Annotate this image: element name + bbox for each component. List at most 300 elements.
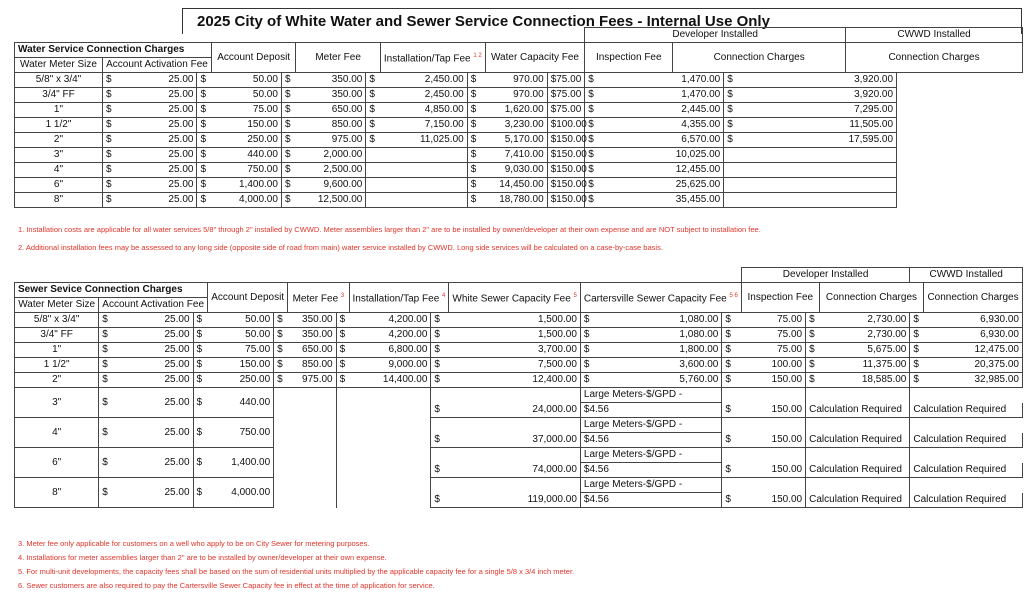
sewer-account-deposit: 50.00: [208, 328, 274, 343]
sewer-activation-currency: $: [99, 448, 113, 478]
water-developer-connection-currency: $: [585, 163, 673, 178]
water-activation-fee-currency: $: [102, 163, 116, 178]
sewer-cwwd-spacer: [910, 388, 1023, 403]
water-activation-fee: 25.00: [117, 118, 197, 133]
sewer-meter-fee-empty: [274, 388, 336, 418]
sewer-installation-fee: 14,400.00: [349, 373, 431, 388]
sewer-cwwd-connection-currency: $: [910, 358, 924, 373]
sewer-developer-connection: Calculation Required: [806, 463, 910, 478]
water-capacity-fee-currency: $: [467, 178, 485, 193]
sewer-dev-spacer: [806, 418, 910, 433]
sewer-activation-fee-currency: $: [99, 358, 113, 373]
sewer-account-deposit: 750.00: [208, 418, 274, 448]
water-installation-fee-currency: $: [366, 88, 380, 103]
sewer-activation-fee: 25.00: [113, 343, 193, 358]
sewer-installation-fee-currency: $: [336, 343, 349, 358]
sewer-cwwd-spacer: [910, 478, 1023, 493]
sewer-table-row: [15, 313, 1023, 328]
water-account-deposit-currency: $: [197, 88, 212, 103]
water-inspection-fee: [547, 133, 585, 148]
water-installation-fee: [380, 148, 467, 163]
water-capacity-fee-currency: $: [467, 193, 485, 208]
sewer-activation-currency: $: [99, 388, 113, 418]
water-account-deposit: 75.00: [211, 103, 281, 118]
sewer-meter-fee: 350.00: [288, 313, 336, 328]
water-cwwd-connection-currency: [724, 193, 846, 208]
water-activation-fee: 25.00: [117, 163, 197, 178]
water-inspection-fee: [547, 88, 585, 103]
sewer-cartersville-currency: $: [583, 359, 590, 370]
sewer-account-deposit: 75.00: [208, 343, 274, 358]
sewer-cartersville-fee: [580, 313, 721, 328]
sewer-account-deposit: 440.00: [208, 388, 274, 418]
sewer-meter-fee-currency: $: [274, 373, 288, 388]
water-note-1: 1. Installation costs are applicable for all water services 5/8" through 2" installed by CWWD. Meter assemblies larger than 2" are to be installed by owner/developer at their own expense and are NOT subject to installation fee.: [18, 225, 761, 234]
sewer-table-row: [15, 328, 1023, 343]
water-inspection-value: 75.00: [556, 74, 582, 85]
sewer-white-capacity-fee: 119,000.00: [449, 493, 581, 508]
water-account-deposit-currency: $: [197, 103, 212, 118]
water-table-row: [15, 73, 1023, 88]
sewer-cwwd-connection-currency: $: [910, 343, 924, 358]
sewer-meter-fee: 350.00: [288, 328, 336, 343]
sewer-activation-currency: $: [99, 418, 113, 448]
water-inspection-fee: [547, 178, 585, 193]
sewer-activation-fee-currency: $: [99, 313, 113, 328]
water-capacity-fee: 1,620.00: [485, 103, 547, 118]
water-inspection-currency: $: [550, 194, 557, 205]
sewer-account-deposit-currency: $: [193, 358, 208, 373]
water-account-deposit: 250.00: [211, 133, 281, 148]
water-installation-fee: [380, 193, 467, 208]
water-meter-fee-currency: $: [281, 73, 295, 88]
sewer-developer-connection: Calculation Required: [806, 403, 910, 418]
sewer-installation-fee-currency: $: [336, 373, 349, 388]
sewer-cwwd-connection: 6,930.00: [924, 313, 1023, 328]
water-meter-size: 6": [15, 178, 103, 193]
sewer-install-fee-empty: [336, 388, 431, 418]
sewer-dev-spacer: [806, 478, 910, 493]
sewer-developer-connection-currency: $: [806, 313, 820, 328]
water-developer-connection: 35,455.00: [673, 193, 724, 208]
water-account-deposit: 750.00: [211, 163, 281, 178]
sewer-developer-connection: 18,585.00: [819, 373, 910, 388]
water-installation-fee-currency: $: [366, 103, 380, 118]
sewer-developer-connection-currency: $: [806, 328, 820, 343]
sewer-white-capacity-fee-currency: $: [431, 343, 449, 358]
water-capacity-fee: 970.00: [485, 73, 547, 88]
water-header-size: Water Meter Size: [15, 58, 103, 73]
sewer-meter-size: 6": [15, 448, 99, 478]
sewer-header-activation: Account Activation Fee: [99, 298, 208, 313]
sewer-white-capacity-fee-currency: $: [431, 328, 449, 343]
sewer-activation-currency: $: [99, 478, 113, 508]
sewer-developer-connection: 5,675.00: [819, 343, 910, 358]
water-activation-fee-currency: $: [102, 133, 116, 148]
water-meter-fee: 850.00: [296, 118, 366, 133]
sewer-white-capacity-fee: 12,400.00: [449, 373, 581, 388]
sewer-account-deposit-currency: $: [193, 373, 208, 388]
sewer-note-3: 3. Meter fee only applicable for customers on a well who apply to be on City Sewer for metering purposes.: [18, 539, 370, 548]
water-installation-fee-currency: [366, 148, 380, 163]
water-capacity-fee: 18,780.00: [485, 193, 547, 208]
water-table: [14, 27, 1023, 208]
sewer-activation-fee: 25.00: [113, 418, 193, 448]
water-header-install: Installation/Tap Fee $^{1 2}$: [380, 43, 485, 73]
sewer-inspection-spacer: [722, 388, 806, 403]
sewer-inspection-fee: 75.00: [741, 313, 805, 328]
sewer-inspection-currency: $: [722, 433, 741, 448]
water-developer-group-header: Developer Installed: [585, 28, 846, 43]
sewer-cartersville-currency: $: [583, 374, 590, 385]
water-activation-fee: 25.00: [117, 103, 197, 118]
sewer-inspection-fee: 75.00: [741, 343, 805, 358]
sewer-account-deposit-currency: $: [193, 313, 208, 328]
sewer-header-size: Water Meter Size: [15, 298, 99, 313]
water-capacity-fee-currency: $: [467, 163, 485, 178]
sewer-cwwd-connection: 6,930.00: [924, 328, 1023, 343]
sewer-inspection-fee: 150.00: [741, 433, 805, 448]
water-account-deposit-currency: $: [197, 118, 212, 133]
sewer-header-meter: Meter Fee $^3$: [288, 283, 349, 313]
sewer-cwwd-connection-currency: $: [910, 313, 924, 328]
sewer-header-cwwd-conn: Connection Charges: [924, 283, 1023, 313]
water-inspection-fee: [547, 193, 585, 208]
sewer-cartersville-value: 3,600.00: [679, 359, 719, 370]
water-activation-fee-currency: $: [102, 118, 116, 133]
sewer-large-meter-rate: $4.56: [580, 463, 721, 478]
sewer-inspection-fee-currency: $: [722, 328, 741, 343]
water-developer-connection-currency: $: [585, 88, 673, 103]
water-meter-fee: 2,500.00: [296, 163, 366, 178]
water-installation-fee: 4,850.00: [380, 103, 467, 118]
sewer-meter-fee-empty: [274, 418, 336, 448]
sewer-meter-size: 3": [15, 388, 99, 418]
water-installation-fee-currency: [366, 163, 380, 178]
sewer-inspection-fee: 150.00: [741, 493, 805, 508]
sewer-installation-fee-currency: $: [336, 328, 349, 343]
sewer-installation-fee: 4,200.00: [349, 313, 431, 328]
water-installation-fee: 2,450.00: [380, 73, 467, 88]
sewer-cartersville-currency: $: [583, 329, 590, 340]
sewer-install-fee-empty: [336, 448, 431, 478]
sewer-cartersville-currency: $: [583, 314, 590, 325]
sewer-cwwd-connection: Calculation Required: [910, 403, 1023, 418]
water-meter-fee-currency: $: [281, 163, 295, 178]
sewer-activation-fee-currency: $: [99, 373, 113, 388]
sewer-developer-connection: 11,375.00: [819, 358, 910, 373]
water-activation-fee: 25.00: [117, 148, 197, 163]
sewer-installation-fee: 6,800.00: [349, 343, 431, 358]
water-table-row: [15, 118, 1023, 133]
sewer-cartersville-fee: [580, 343, 721, 358]
water-developer-connection-currency: $: [585, 133, 673, 148]
water-activation-fee: 25.00: [117, 193, 197, 208]
water-inspection-value: 150.00: [556, 194, 587, 205]
sewer-large-meter-label: Large Meters-$/GPD -: [580, 388, 721, 403]
sewer-deposit-currency: $: [193, 478, 208, 508]
water-meter-fee: 2,000.00: [296, 148, 366, 163]
sewer-inspection-fee: 150.00: [741, 463, 805, 478]
sewer-developer-connection: Calculation Required: [806, 433, 910, 448]
water-inspection-currency: $: [550, 74, 557, 85]
sewer-white-capacity-fee: 1,500.00: [449, 313, 581, 328]
water-meter-fee: 350.00: [296, 88, 366, 103]
water-table-row: [15, 148, 1023, 163]
sewer-meter-size: 4": [15, 418, 99, 448]
sewer-developer-connection: Calculation Required: [806, 493, 910, 508]
sewer-cwwd-connection: 12,475.00: [924, 343, 1023, 358]
water-inspection-fee: [547, 148, 585, 163]
water-cwwd-connection-currency: $: [724, 118, 846, 133]
water-cwwd-connection: [846, 148, 897, 163]
water-inspection-value: 150.00: [556, 164, 587, 175]
water-developer-connection: 12,455.00: [673, 163, 724, 178]
water-activation-fee-currency: $: [102, 148, 116, 163]
sewer-developer-connection-currency: $: [806, 358, 820, 373]
sewer-white-capacity-fee: 37,000.00: [449, 433, 581, 448]
water-capacity-fee-currency: $: [467, 118, 485, 133]
sewer-inspection-fee: 100.00: [741, 358, 805, 373]
sewer-deposit-currency: $: [193, 448, 208, 478]
water-cwwd-group-header: CWWD Installed: [846, 28, 1023, 43]
water-cwwd-connection: [846, 178, 897, 193]
sewer-activation-fee: 25.00: [113, 328, 193, 343]
water-developer-connection: 6,570.00: [673, 133, 724, 148]
water-header-cwwd-conn: Connection Charges: [846, 43, 1023, 73]
sewer-large-row: [15, 418, 1023, 433]
water-account-deposit-currency: $: [197, 178, 212, 193]
sewer-cwwd-spacer: [910, 418, 1023, 433]
sewer-cartersville-currency: $: [583, 344, 590, 355]
sewer-rows: [15, 313, 1023, 508]
sewer-header-cartersville: Cartersville Sewer Capacity Fee $^{5 6}$: [580, 283, 741, 313]
water-meter-size: 1 1/2": [15, 118, 103, 133]
water-cwwd-connection: 7,295.00: [846, 103, 897, 118]
water-cwwd-connection-currency: $: [724, 88, 846, 103]
sewer-table-row: [15, 373, 1023, 388]
water-header-deposit: Account Deposit: [211, 43, 295, 73]
water-capacity-fee: 14,450.00: [485, 178, 547, 193]
water-cwwd-connection: 3,920.00: [846, 73, 897, 88]
water-account-deposit-currency: $: [197, 193, 212, 208]
sewer-large-meter-label: Large Meters-$/GPD -: [580, 418, 721, 433]
sewer-inspection-fee-currency: $: [722, 343, 741, 358]
water-meter-size: 4": [15, 163, 103, 178]
sewer-inspection-spacer: [722, 478, 806, 493]
water-activation-fee: 25.00: [117, 133, 197, 148]
water-installation-fee: 7,150.00: [380, 118, 467, 133]
sewer-meter-fee-currency: $: [274, 343, 288, 358]
sewer-activation-fee: 25.00: [113, 448, 193, 478]
water-cwwd-connection-currency: [724, 163, 846, 178]
sewer-table: [14, 267, 1023, 508]
sewer-inspection-spacer: [722, 448, 806, 463]
water-capacity-fee-currency: $: [467, 73, 485, 88]
water-activation-fee: 25.00: [117, 88, 197, 103]
water-table-row: [15, 103, 1023, 118]
water-meter-fee: 12,500.00: [296, 193, 366, 208]
water-account-deposit: 440.00: [211, 148, 281, 163]
sewer-developer-connection-currency: $: [806, 373, 820, 388]
sewer-note-4: 4. Installations for meter assemblies larger than 2" are to be installed by owner/developer at their own expense.: [18, 553, 387, 562]
sewer-meter-size: 1 1/2": [15, 358, 99, 373]
water-cwwd-connection-currency: $: [724, 103, 846, 118]
sewer-white-capacity-fee: 7,500.00: [449, 358, 581, 373]
water-header-inspection: Inspection Fee: [585, 43, 673, 73]
page-title: 2025 City of White Water and Sewer Service Connection Fees - Internal Use Only: [197, 13, 770, 30]
sewer-table-row: [15, 358, 1023, 373]
water-meter-fee-currency: $: [281, 193, 295, 208]
water-developer-connection: 2,445.00: [673, 103, 724, 118]
water-inspection-fee: [547, 73, 585, 88]
sewer-white-capacity-fee: 3,700.00: [449, 343, 581, 358]
water-account-deposit: 1,400.00: [211, 178, 281, 193]
water-inspection-fee: [547, 118, 585, 133]
sewer-activation-fee-currency: $: [99, 328, 113, 343]
water-inspection-currency: $: [550, 134, 557, 145]
sewer-developer-connection: 2,730.00: [819, 313, 910, 328]
water-cwwd-connection: 11,505.00: [846, 118, 897, 133]
sewer-meter-fee: 850.00: [288, 358, 336, 373]
sewer-install-fee-empty: [336, 418, 431, 448]
sewer-meter-fee-currency: $: [274, 328, 288, 343]
sewer-meter-size: 2": [15, 373, 99, 388]
sewer-inspection-fee: 75.00: [741, 328, 805, 343]
water-activation-fee-currency: $: [102, 178, 116, 193]
water-cwwd-connection-currency: $: [724, 73, 846, 88]
sewer-header-dev-conn: Connection Charges: [819, 283, 923, 313]
sewer-white-capacity-fee-currency: $: [431, 373, 449, 388]
water-account-deposit: 50.00: [211, 88, 281, 103]
sewer-inspection-fee: 150.00: [741, 373, 805, 388]
water-meter-fee-currency: $: [281, 103, 295, 118]
sewer-header-deposit: Account Deposit: [208, 283, 288, 313]
water-inspection-value: 75.00: [556, 89, 582, 100]
water-installation-fee: [380, 163, 467, 178]
sewer-cartersville-value: 1,800.00: [679, 344, 719, 355]
sewer-note-5: 5. For multi-unit developments, the capacity fees shall be based on the sum of residential units multiplied by the applicable capacity fee for a single 5/8 x 3/4 inch meter.: [18, 567, 575, 576]
water-meter-fee-currency: $: [281, 148, 295, 163]
sewer-inspection-currency: $: [722, 403, 741, 418]
water-inspection-currency: $: [550, 164, 557, 175]
water-developer-connection-currency: $: [585, 148, 673, 163]
water-activation-fee-currency: $: [102, 103, 116, 118]
water-developer-connection: 1,470.00: [673, 73, 724, 88]
water-developer-connection-currency: $: [585, 103, 673, 118]
sewer-activation-fee: 25.00: [113, 388, 193, 418]
water-meter-fee-currency: $: [281, 133, 295, 148]
water-cwwd-connection: [846, 163, 897, 178]
sewer-header-inspection: Inspection Fee: [741, 283, 819, 313]
water-capacity-fee-currency: $: [467, 133, 485, 148]
sewer-white-currency: $: [431, 403, 449, 418]
sewer-white-capacity-fee: 1,500.00: [449, 328, 581, 343]
sewer-cwwd-connection-currency: $: [910, 373, 924, 388]
water-activation-fee: 25.00: [117, 73, 197, 88]
sewer-header-install: Installation/Tap Fee $^4$: [349, 283, 449, 313]
water-header-dev-conn: Connection Charges: [673, 43, 846, 73]
sewer-white-capacity-fee: 24,000.00: [449, 403, 581, 418]
water-activation-fee: 25.00: [117, 178, 197, 193]
water-note-2: 2. Additional installation fees may be assessed to any long side (opposite side of road from main) water service installed by CWWD. Long side services will be calculated on a case-by-case basis.: [18, 243, 663, 252]
sewer-large-meter-rate: $4.56: [580, 493, 721, 508]
sewer-cwwd-connection: Calculation Required: [910, 493, 1023, 508]
water-capacity-fee-currency: $: [467, 148, 485, 163]
sewer-activation-fee: 25.00: [113, 313, 193, 328]
sewer-large-meter-rate: $4.56: [580, 433, 721, 448]
water-inspection-value: 150.00: [556, 149, 587, 160]
water-developer-connection-currency: $: [585, 178, 673, 193]
water-account-deposit: 150.00: [211, 118, 281, 133]
sewer-section-label: Sewer Sevice Connection Charges: [15, 283, 208, 298]
sewer-dev-spacer: [806, 388, 910, 403]
water-developer-connection: 4,355.00: [673, 118, 724, 133]
water-installation-fee-currency: [366, 193, 380, 208]
water-inspection-currency: $: [550, 104, 557, 115]
water-developer-connection-currency: $: [585, 193, 673, 208]
sewer-white-capacity-fee-currency: $: [431, 358, 449, 373]
sewer-white-spacer: [431, 418, 581, 433]
sewer-inspection-fee-currency: $: [722, 373, 741, 388]
sewer-account-deposit: 250.00: [208, 373, 274, 388]
sewer-header-white: White Sewer Capacity Fee $^5$: [449, 283, 581, 313]
water-capacity-fee: 970.00: [485, 88, 547, 103]
water-activation-fee-currency: $: [102, 73, 116, 88]
water-account-deposit-currency: $: [197, 163, 212, 178]
sewer-inspection-currency: $: [722, 463, 741, 478]
sewer-meter-fee-currency: $: [274, 358, 288, 373]
sewer-white-spacer: [431, 448, 581, 463]
water-meter-size: 1": [15, 103, 103, 118]
water-inspection-currency: $: [550, 179, 557, 190]
water-meter-fee: 9,600.00: [296, 178, 366, 193]
sewer-white-capacity-fee-currency: $: [431, 313, 449, 328]
sewer-meter-size: 3/4" FF: [15, 328, 99, 343]
sewer-cwwd-connection: 20,375.00: [924, 358, 1023, 373]
sewer-dev-spacer: [806, 448, 910, 463]
water-developer-connection: 10,025.00: [673, 148, 724, 163]
water-cwwd-connection: 3,920.00: [846, 88, 897, 103]
water-meter-fee-currency: $: [281, 118, 295, 133]
sewer-large-meter-rate: $4.56: [580, 403, 721, 418]
water-meter-size: 3/4" FF: [15, 88, 103, 103]
sewer-installation-fee: 9,000.00: [349, 358, 431, 373]
water-inspection-value: 150.00: [556, 179, 587, 190]
sewer-meter-fee: 650.00: [288, 343, 336, 358]
water-cwwd-connection: 17,595.00: [846, 133, 897, 148]
water-meter-size: 3": [15, 148, 103, 163]
sewer-install-fee-empty: [336, 478, 431, 508]
sewer-cwwd-connection-currency: $: [910, 328, 924, 343]
water-table-row: [15, 133, 1023, 148]
sewer-white-currency: $: [431, 433, 449, 448]
water-inspection-value: 100.00: [556, 119, 587, 130]
sewer-cartersville-value: 1,080.00: [679, 314, 719, 325]
sewer-activation-fee: 25.00: [113, 373, 193, 388]
sewer-inspection-spacer: [722, 418, 806, 433]
water-table-row: [15, 193, 1023, 208]
sewer-white-currency: $: [431, 463, 449, 478]
sewer-meter-size: 1": [15, 343, 99, 358]
sewer-large-meter-label: Large Meters-$/GPD -: [580, 478, 721, 493]
water-capacity-fee: 9,030.00: [485, 163, 547, 178]
water-installation-fee-currency: $: [366, 118, 380, 133]
water-account-deposit: 50.00: [211, 73, 281, 88]
water-developer-connection-currency: $: [585, 118, 673, 133]
sewer-cartersville-fee: [580, 373, 721, 388]
sewer-meter-fee: 975.00: [288, 373, 336, 388]
